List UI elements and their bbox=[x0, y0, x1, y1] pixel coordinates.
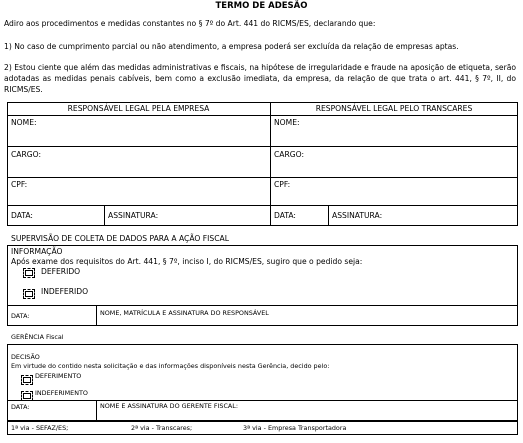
row-line bbox=[7, 305, 518, 306]
transcares-cargo-field[interactable]: CARGO: bbox=[274, 150, 305, 159]
company-nome-field[interactable]: NOME: bbox=[11, 118, 37, 127]
via-3: 3ª via - Empresa Transportadora bbox=[243, 424, 347, 432]
responsavel-signature-field[interactable]: NOME, MATRÍCULA E ASSINATURA DO RESPONSÁVEL bbox=[100, 309, 269, 317]
supervision-title: SUPERVISÃO DE COLETA DE DADOS PARA A AÇÃO FISCAL bbox=[11, 234, 229, 243]
row-line bbox=[7, 177, 518, 178]
gerente-signature-field[interactable]: NOME E ASSINATURA DO GERENTE FISCAL: bbox=[100, 402, 239, 410]
deferido-checkbox[interactable] bbox=[23, 268, 35, 278]
indeferimento-label: INDEFERIMENTO bbox=[35, 389, 88, 397]
transcares-cpf-field[interactable]: CPF: bbox=[274, 180, 291, 189]
company-data-field[interactable]: DATA: bbox=[11, 211, 33, 220]
left-column-header: RESPONSÁVEL LEGAL PELA EMPRESA bbox=[67, 104, 210, 113]
gerencia-data-field[interactable]: DATA: bbox=[11, 403, 30, 411]
clause-2: 2) Estou ciente que além das medidas administrativas e fiscais, na hipótese de irregularidade e fraude na aposição de etiqueta, serão adotadas as medidas penais cabíveis, bem como a exclusão imediata, da empresa, da relação de que trata o art. 441, § 7º, II, do RICMS/ES. bbox=[4, 63, 516, 94]
info-text: Após exame dos requisitos do Art. 441, § 7º, inciso I, do RICMS/ES, sugiro que o pedido seja: bbox=[11, 257, 363, 266]
indeferimento-checkbox[interactable] bbox=[21, 391, 33, 401]
document-title: TERMO DE ADESÃO bbox=[215, 1, 308, 11]
via-1: 1ª via - SEFAZ/ES; bbox=[11, 424, 69, 432]
company-cargo-field[interactable]: CARGO: bbox=[11, 150, 42, 159]
cell-divider bbox=[104, 205, 105, 226]
intro-text: Adiro aos procedimentos e medidas constantes no § 7º do Art. 441 do RICMS/ES, declarando que: bbox=[4, 19, 376, 28]
clause-1: 1) No caso de cumprimento parcial ou não atendimento, a empresa poderá ser excluída da relação de empresas aptas. bbox=[4, 42, 459, 51]
supervision-data-field[interactable]: DATA: bbox=[11, 312, 30, 320]
transcares-data-field[interactable]: DATA: bbox=[274, 211, 296, 220]
decision-text: Em virtude do contido nesta solicitação e das informações disponíveis nesta Gerência, decido pelo: bbox=[11, 362, 330, 370]
cell-divider bbox=[96, 400, 97, 421]
signatures-table bbox=[7, 102, 518, 226]
via-2: 2ª via - Transcares; bbox=[131, 424, 193, 432]
row-line bbox=[7, 400, 518, 401]
gerencia-box bbox=[7, 344, 518, 421]
cell-divider bbox=[96, 305, 97, 326]
indeferido-checkbox[interactable] bbox=[23, 289, 35, 299]
table-divider bbox=[270, 102, 271, 226]
company-assinatura-field[interactable]: ASSINATURA: bbox=[108, 211, 159, 220]
right-column-header: RESPONSÁVEL LEGAL PELO TRANSCARES bbox=[315, 104, 473, 113]
decision-label: DECISÃO bbox=[11, 353, 40, 361]
gerencia-title: GERÊNCIA Fiscal bbox=[11, 333, 64, 341]
deferimento-label: DEFERIMENTO bbox=[35, 372, 82, 380]
cell-divider bbox=[328, 205, 329, 226]
deferimento-checkbox[interactable] bbox=[21, 375, 33, 385]
indeferido-label: INDEFERIDO bbox=[41, 287, 89, 296]
row-line bbox=[7, 205, 518, 206]
transcares-nome-field[interactable]: NOME: bbox=[274, 118, 300, 127]
row-line bbox=[7, 146, 518, 147]
info-label: INFORMAÇÃO bbox=[11, 247, 63, 256]
row-line bbox=[7, 115, 518, 116]
company-cpf-field[interactable]: CPF: bbox=[11, 180, 28, 189]
transcares-assinatura-field[interactable]: ASSINATURA: bbox=[332, 211, 383, 220]
deferido-label: DEFERIDO bbox=[41, 267, 81, 276]
